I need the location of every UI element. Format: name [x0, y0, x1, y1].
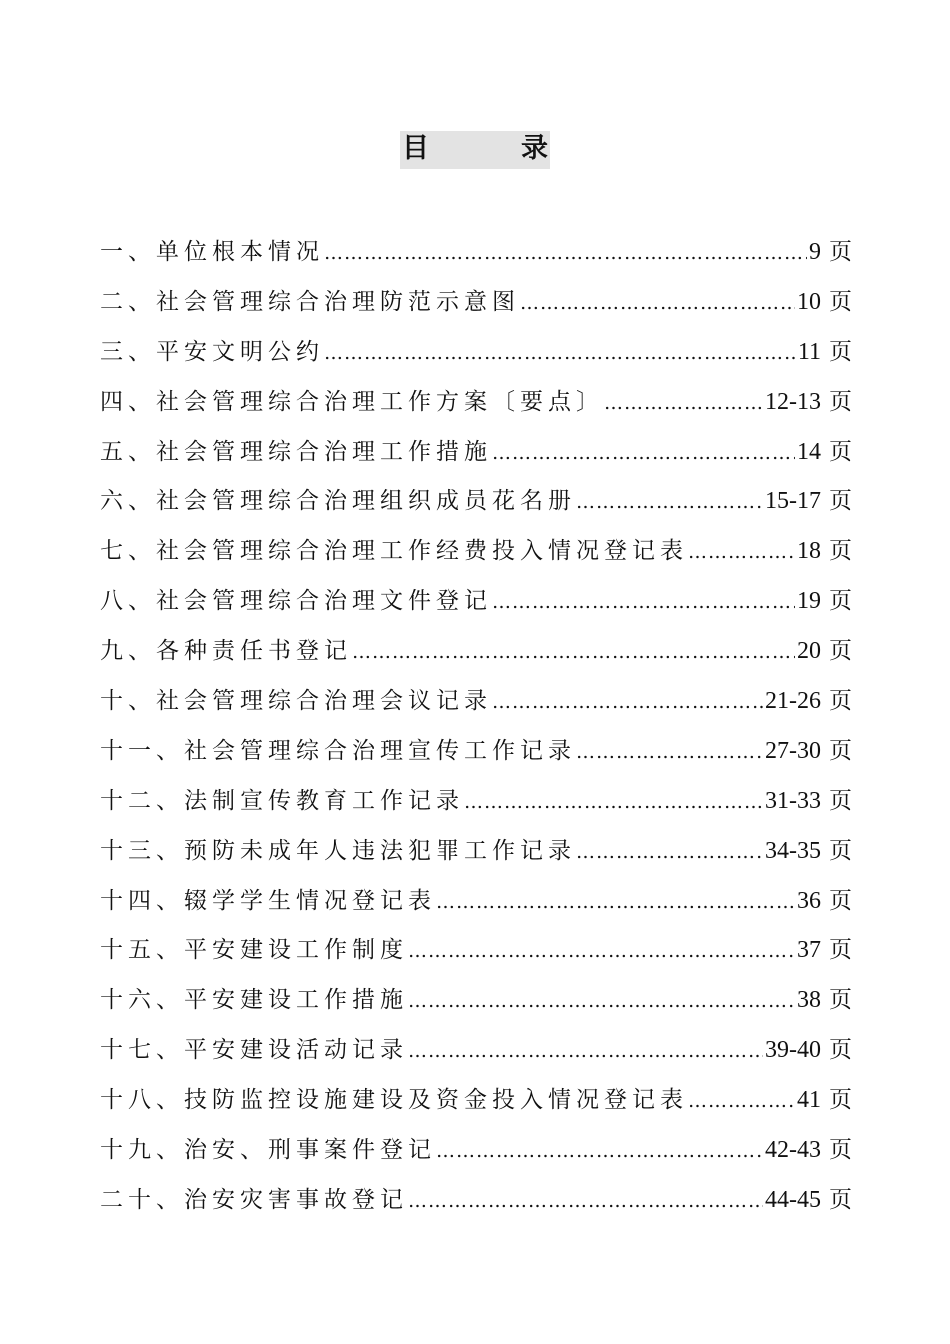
toc-entry-page-unit: 页	[829, 438, 852, 465]
toc-entry-label: 十四、辍学学生情况登记表	[100, 887, 436, 914]
toc-entry-page-unit: 页	[829, 1037, 852, 1064]
toc-entry-page-unit: 页	[829, 937, 852, 964]
toc-entry-page-number: 21-26	[765, 688, 821, 715]
toc-entry[interactable]	[100, 926, 852, 976]
toc-entry-page-number: 44-45	[765, 1186, 821, 1213]
toc-dot-leader	[688, 1077, 795, 1127]
toc-dot-leader	[408, 1027, 763, 1077]
toc-dot-leader	[576, 478, 763, 528]
toc-entry-page-unit: 页	[829, 1137, 852, 1164]
page-title	[400, 131, 550, 169]
toc-entry-page-unit: 页	[829, 638, 852, 665]
toc-entry-page-unit: 页	[829, 887, 852, 914]
toc-entry-page-unit: 页	[829, 588, 852, 615]
toc-entry-label: 六、社会管理综合治理组织成员花名册	[100, 488, 576, 515]
toc-entry-page-unit: 页	[829, 288, 852, 315]
toc-dot-leader	[324, 329, 796, 379]
toc-entry-page-number: 36	[797, 887, 821, 914]
page-title-wrapper	[0, 131, 950, 169]
toc-entry[interactable]	[100, 777, 852, 827]
toc-dot-leader	[324, 229, 807, 279]
toc-entry-page-unit: 页	[829, 688, 852, 715]
toc-entry[interactable]	[100, 328, 852, 378]
toc-entry[interactable]	[100, 627, 852, 677]
toc-entry-label: 十三、预防未成年人违法犯罪工作记录	[100, 837, 576, 864]
toc-entry-page-unit: 页	[829, 1186, 852, 1213]
toc-entry-label: 五、社会管理综合治理工作措施	[100, 438, 492, 465]
toc-entry-page-number: 14	[797, 438, 821, 465]
toc-entry-page-number: 27-30	[765, 737, 821, 764]
toc-entry-page-unit: 页	[829, 1087, 852, 1114]
toc-entry-page-number: 18	[797, 538, 821, 565]
toc-dot-leader	[520, 279, 795, 329]
toc-entry-label: 二十、治安灾害事故登记	[100, 1186, 408, 1213]
toc-entry-page-number: 15-17	[765, 488, 821, 515]
toc-entry-page-unit: 页	[829, 388, 852, 415]
toc-entry-page-unit: 页	[829, 338, 852, 365]
toc-entry-page-unit: 页	[829, 737, 852, 764]
toc-entry[interactable]	[100, 577, 852, 627]
toc-entry-page-unit: 页	[829, 837, 852, 864]
page-title-char-1: 目	[402, 133, 429, 164]
toc-entry-label: 二、社会管理综合治理防范示意图	[100, 288, 520, 315]
toc-entry-label: 十八、技防监控设施建设及资金投入情况登记表	[100, 1087, 688, 1114]
toc-dot-leader	[436, 1127, 763, 1177]
toc-entry-page-unit: 页	[829, 987, 852, 1014]
toc-dot-leader	[408, 977, 795, 1027]
toc-dot-leader	[352, 628, 795, 678]
toc-entry[interactable]	[100, 877, 852, 927]
toc-entry-label: 十五、平安建设工作制度	[100, 937, 408, 964]
toc-entry[interactable]	[100, 378, 852, 428]
toc-entry-page-number: 42-43	[765, 1137, 821, 1164]
toc-entry[interactable]	[100, 1126, 852, 1176]
toc-entry[interactable]	[100, 1076, 852, 1126]
toc-entry-page-number: 11	[797, 338, 821, 365]
toc-entry[interactable]	[100, 278, 852, 328]
toc-entry-page-unit: 页	[829, 488, 852, 515]
toc-dot-leader	[576, 728, 763, 778]
toc-dot-leader	[576, 828, 763, 878]
toc-entry-page-number: 37	[797, 937, 821, 964]
toc-entry-label: 八、社会管理综合治理文件登记	[100, 588, 492, 615]
toc-entry-page-unit: 页	[829, 538, 852, 565]
toc-entry[interactable]	[100, 1026, 852, 1076]
page-title-char-2: 录	[521, 133, 548, 164]
toc-entry[interactable]	[100, 1176, 852, 1226]
toc-entry-label: 十七、平安建设活动记录	[100, 1037, 408, 1064]
toc-entry-label: 十一、社会管理综合治理宣传工作记录	[100, 737, 576, 764]
toc-entry-label: 三、平安文明公约	[100, 338, 324, 365]
toc-entry-page-number: 38	[797, 987, 821, 1014]
toc-entry-page-number: 34-35	[765, 837, 821, 864]
toc-entry-page-number: 10	[797, 288, 821, 315]
toc-entry-label: 十九、治安、刑事案件登记	[100, 1137, 436, 1164]
toc-entry[interactable]	[100, 976, 852, 1026]
toc-dot-leader	[492, 678, 763, 728]
toc-entry-page-unit: 页	[829, 239, 852, 265]
toc-entry-label: 十六、平安建设工作措施	[100, 987, 408, 1014]
toc-entry[interactable]	[100, 677, 852, 727]
toc-dot-leader	[492, 429, 795, 479]
toc-dot-leader	[492, 578, 795, 628]
toc-entry[interactable]	[100, 428, 852, 478]
toc-entry-page-number: 9	[809, 239, 821, 265]
toc-entry-label: 一、单位根本情况	[100, 239, 324, 265]
toc-entry[interactable]	[100, 827, 852, 877]
toc-dot-leader	[688, 528, 795, 578]
toc-entry[interactable]	[100, 727, 852, 777]
toc-entry-page-number: 20	[797, 638, 821, 665]
toc-entry-label: 七、社会管理综合治理工作经费投入情况登记表	[100, 538, 688, 565]
toc-entry-page-number: 31-33	[765, 787, 821, 814]
toc-dot-leader	[604, 379, 763, 429]
toc-entry-page-number: 39-40	[765, 1037, 821, 1064]
table-of-contents	[100, 228, 852, 1226]
toc-dot-leader	[436, 878, 795, 928]
toc-entry[interactable]	[100, 527, 852, 577]
toc-dot-leader	[408, 927, 795, 977]
toc-entry-label: 九、各种责任书登记	[100, 638, 352, 665]
toc-entry[interactable]	[100, 477, 852, 527]
toc-entry-page-unit: 页	[829, 787, 852, 814]
toc-entry-label: 十、社会管理综合治理会议记录	[100, 688, 492, 715]
toc-entry[interactable]	[100, 228, 852, 278]
toc-entry-page-number: 41	[797, 1087, 821, 1114]
toc-entry-page-number: 12-13	[765, 388, 821, 415]
toc-dot-leader	[408, 1177, 763, 1227]
toc-entry-label: 十二、法制宣传教育工作记录	[100, 787, 464, 814]
toc-dot-leader	[464, 778, 763, 828]
toc-entry-page-number: 19	[797, 588, 821, 615]
toc-entry-label: 四、社会管理综合治理工作方案〔要点〕	[100, 388, 604, 415]
